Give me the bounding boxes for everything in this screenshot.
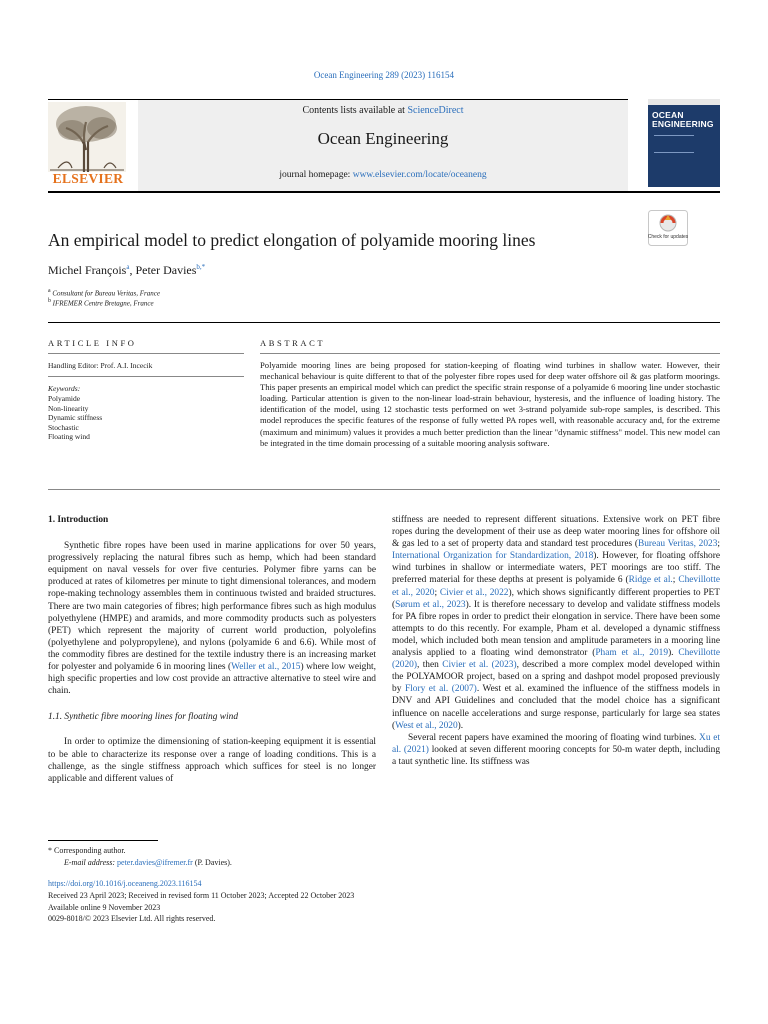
paragraph-text: . West et al. examined the influence of the stiffness models in DNV and API Guidelines and concluded that the model choice has a significant influence on nacelle accelerations and surge response, particularly for large sea states ( xyxy=(392,684,721,731)
affiliation-text: IFREMER Centre Bretagne, France xyxy=(52,299,154,308)
info-rule-secondary xyxy=(48,376,244,377)
affiliation-marker: a xyxy=(48,288,51,294)
sciencedirect-link[interactable]: ScienceDirect xyxy=(407,105,464,116)
homepage-prefix: journal homepage: xyxy=(279,170,353,180)
paragraph-text: , described a more complex model developed within the POLYAMOOR project, based on a spring and dashpot model proposed previously by xyxy=(392,660,720,695)
citation-link[interactable]: Sørum et al., 2023 xyxy=(395,599,466,610)
author-separator: , xyxy=(129,263,136,277)
paragraph xyxy=(392,732,720,768)
paragraph-text: Several recent papers have examined the mooring of floating wind turbines. xyxy=(408,732,700,743)
affiliation xyxy=(48,298,154,307)
journal-homepage xyxy=(138,170,628,180)
affiliation xyxy=(48,288,160,297)
citation-link[interactable]: Civier et al. (2023) xyxy=(442,660,517,671)
author-affil-marker[interactable]: b,* xyxy=(196,263,206,271)
paragraph xyxy=(48,540,376,697)
author-name[interactable]: Peter Davies xyxy=(135,263,197,277)
abstract-bottom-rule xyxy=(48,489,720,490)
author-name[interactable]: Michel François xyxy=(48,263,127,277)
paragraph xyxy=(392,514,720,732)
journal-cover-thumbnail[interactable] xyxy=(648,99,720,187)
paragraph-text: ). xyxy=(668,648,679,659)
paragraph-text: ; xyxy=(672,575,679,586)
paragraph-text: ). xyxy=(457,720,464,731)
received-dates: Received 23 April 2023; Received in revised form 11 October 2023; Accepted 22 October 2023 xyxy=(48,891,355,900)
keyword: Floating wind xyxy=(48,432,90,442)
paragraph-text: ; xyxy=(434,587,440,598)
citation-link[interactable]: Bureau Veritas, 2023 xyxy=(637,539,718,550)
citation-link[interactable]: Chevillotte (2020) xyxy=(392,648,720,671)
cover-top-strip xyxy=(648,99,720,105)
affiliation-text: Consultant for Bureau Veritas, France xyxy=(52,289,160,298)
paragraph: In order to optimize the dimensioning of station-keeping equipment it is essential to be able to characterize its response over a range of loading conditions. This is a challenge, as the single stiffness approach which suffices for steel is no longer applicable and different values of xyxy=(48,737,376,784)
online-date: Available online 9 November 2023 xyxy=(48,903,161,912)
journal-name: Ocean Engineering xyxy=(317,129,449,148)
keyword: Stochastic xyxy=(48,422,79,432)
author-affil-marker[interactable]: a xyxy=(126,263,130,271)
check-updates-label: Check for updates xyxy=(648,234,688,240)
paragraph-text: Synthetic fibre ropes have been used in marine applications for over 50 years, progressively replacing the natural fibres such as hemp, which had been standard equipment on naval vessels for over five centuries. Polymer fibre yarns can be produced at rates of kilometres per minute to tight dimensional tolerances, and modern rope-making technology assembles them in continuous twisted and braided structures. There are two main categories of fibres; high performance fibres such as high modulus polyethylene (HMPE) and aramids, and more commodity products such as polyesters (PET) which represent the majority of current world production, polyolefins (polyethylene and polypropylene), and nylons (polyamide 6 and 6.6). While most of the commodity fibres are destined for the textile industry there is an increasing market for polyester and polyamide 6 in mooring lines ( xyxy=(48,541,376,673)
contents-availability xyxy=(138,105,628,116)
affiliation-marker: b xyxy=(48,298,51,304)
abstract-text: Polyamide mooring lines are being proposed for station-keeping of floating wind turbines in shallow water. However, their mechanical behaviour is quite different to that of the polyester fibre ropes used for deep water offshore oil & gas platform moorings. This paper presents an empirical model which can predict the specific strain response of a polyamide 6 mooring line under stochastic loading. Particular attention is given to the non-linear load-strain behaviour, hysteresis, and the influence of loading history. The identification of the model, using 12 stochastic tests performed on wet 3-strand polyamide sub-rope samples, is described. This model reproduces the specific features of the response of fully wetted PA ropes well, with reasonable accuracy and, for the extreme (maximum and minimum) values it provides a much better prediction than the linear "dynamic stiffness" model. This new model can be integrated in the time domain processing of a suitable mooring analysis software. xyxy=(260,360,720,448)
journal-homepage-link[interactable]: www.elsevier.com/locate/oceaneng xyxy=(352,170,487,180)
handling-editor: Handling Editor: Prof. A.I. Incecik xyxy=(48,361,153,370)
email-label: E-mail address: xyxy=(64,858,118,867)
title-rule xyxy=(48,322,720,323)
author-list xyxy=(48,263,205,278)
corresponding-author-note: * Corresponding author. xyxy=(48,846,126,855)
cover-decoration xyxy=(654,135,694,153)
paragraph-text: ) where low weight, high specific properties and low cost provide an attractive alternative to steel wire and chain. xyxy=(48,662,376,697)
body-left-column xyxy=(48,514,376,785)
paragraph-text: stiffness are needed to represent different situations. Extensive work on PET fibre ropes during the development of their use as deep water mooring lines for offshore oil & gas led to a set of property data and standard test procedures ( xyxy=(392,515,720,550)
article-title: An empirical model to predict elongation of polyamide mooring lines xyxy=(48,230,536,250)
paragraph-text: ; xyxy=(717,539,721,550)
email-footnote xyxy=(64,858,232,867)
email-link[interactable]: peter.davies@ifremer.fr xyxy=(117,858,193,867)
paragraph-text: , then xyxy=(417,660,443,671)
paragraph-text: ). However, for floating offshore wind turbines in shallow or intermediate waters, PET moorings are too stiff. The preferred material for these depths at present is polyamide 6 ( xyxy=(392,551,721,586)
citation-link[interactable]: Pham et al., 2019 xyxy=(595,648,669,659)
citation-link[interactable]: Xu et al. (2021) xyxy=(392,732,720,755)
paragraph-text: ). It is therefore necessary to develop and validate stiffness models for PA fibre ropes in order to predict their elongation in service. There have been some attempts to do this recently. For example, Pham et al. developed a dynamic stiffness model, which included both mean tension and amplitude parameters in a mooring line analysis applied to a floating wind demonstrator ( xyxy=(392,599,720,659)
keyword: Dynamic stiffness xyxy=(48,413,103,423)
abstract-label: ABSTRACT xyxy=(260,338,326,348)
keyword: Non-linearity xyxy=(48,403,89,413)
cover-title: OCEAN ENGINEERING xyxy=(652,110,714,129)
citation-link[interactable]: Ridge et al. xyxy=(628,575,673,586)
citation-link[interactable]: Weller et al., 2015 xyxy=(231,662,301,673)
check-for-updates-icon[interactable] xyxy=(648,210,688,246)
citation-link[interactable]: Chevillotte et al., 2020 xyxy=(392,575,720,598)
paragraph-text: looked at seven different mooring concepts for 50-m water depth, including a taut synthetic line. Its stiffness was xyxy=(392,744,721,767)
citation-link[interactable]: West et al., 2020 xyxy=(395,720,458,731)
doi-link[interactable]: https://doi.org/10.1016/j.oceaneng.2023.116154 xyxy=(48,879,202,888)
keyword: Polyamide xyxy=(48,394,81,403)
header-rule-bottom xyxy=(48,191,720,193)
keyword-list xyxy=(48,394,102,442)
abstract-rule xyxy=(260,353,720,354)
paragraph-text: ), which shows significantly different properties to PET ( xyxy=(392,587,720,610)
section-heading: 1. Introduction xyxy=(48,515,109,525)
keywords-heading: Keywords: xyxy=(48,384,81,393)
contents-prefix: Contents lists available at xyxy=(302,105,408,116)
subsection-heading: 1.1. Synthetic fibre mooring lines for floating wind xyxy=(48,712,239,723)
body-right-column xyxy=(392,514,720,768)
copyright-notice: 0029-8018/© 2023 Elsevier Ltd. All rights reserved. xyxy=(48,914,216,923)
article-info-label: ARTICLE INFO xyxy=(48,338,137,348)
elsevier-wordmark: ELSEVIER xyxy=(52,171,124,186)
citation-link[interactable]: Flory et al. (2007) xyxy=(404,684,477,695)
info-rule xyxy=(48,353,244,354)
footnote-rule xyxy=(48,840,158,841)
email-suffix: (P. Davies). xyxy=(192,858,232,867)
citation-link[interactable]: Civier et al., 2022 xyxy=(439,587,509,598)
citation-link[interactable]: International Organization for Standardization, 2018 xyxy=(392,551,594,562)
header-rule-top xyxy=(48,99,628,100)
journal-citation-link[interactable]: Ocean Engineering 289 (2023) 116154 xyxy=(313,70,455,80)
